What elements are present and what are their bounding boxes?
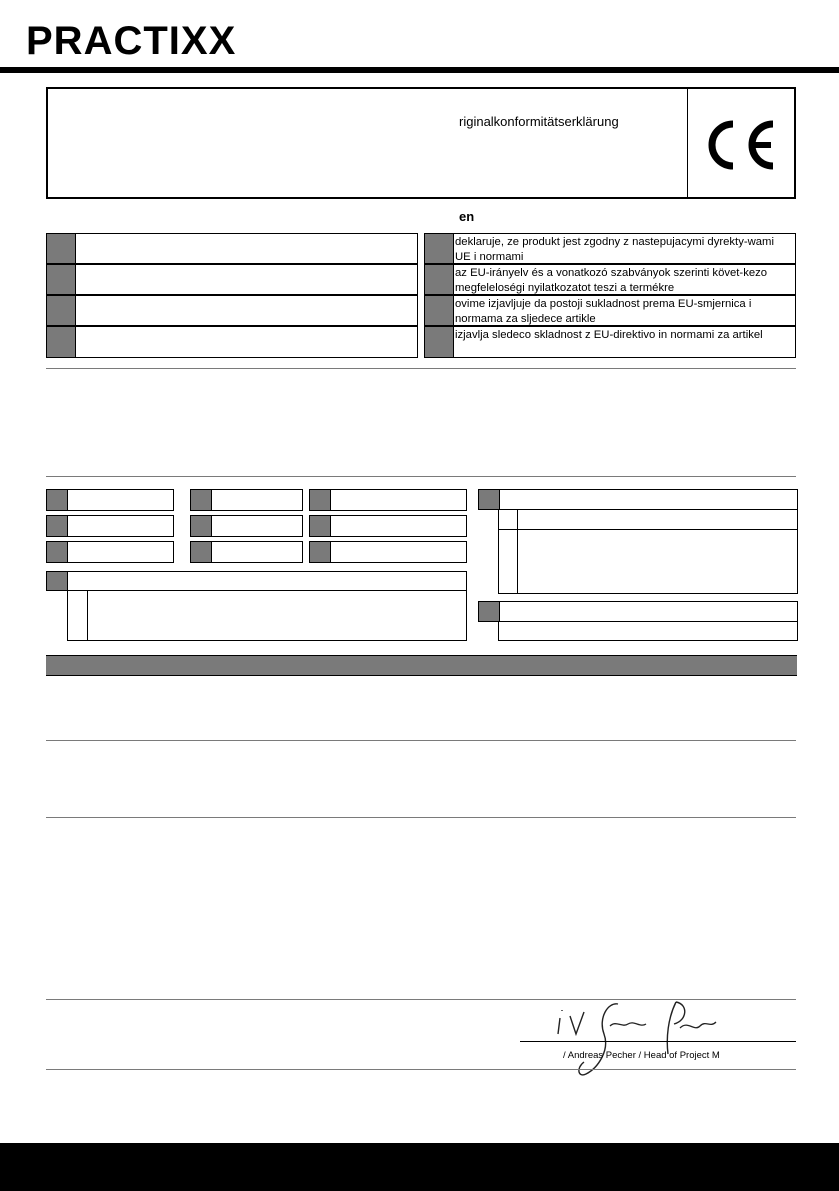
divider xyxy=(46,368,796,369)
indent-marker xyxy=(67,590,88,641)
wide-field-body xyxy=(67,590,467,641)
practixx-logo xyxy=(26,14,288,66)
declaration-text: ovime izjavljuje da postoji sukladnost prema EU-smjernica i normama za sljedece artikle xyxy=(455,298,752,325)
lang-marker xyxy=(47,234,76,263)
lang-marker xyxy=(425,265,454,294)
field-marker xyxy=(191,542,212,562)
signer-name: / Andreas Pecher / Head of Project M xyxy=(563,1050,720,1061)
product-field xyxy=(190,541,303,563)
lang-marker xyxy=(425,234,454,263)
wide-field xyxy=(46,571,467,591)
product-field xyxy=(46,489,174,511)
lang-marker xyxy=(425,327,454,357)
field-marker xyxy=(191,490,212,510)
ce-divider xyxy=(687,87,688,199)
standard-field xyxy=(478,601,798,622)
field-marker xyxy=(47,572,68,590)
product-field xyxy=(309,515,467,537)
product-field xyxy=(46,541,174,563)
header-box xyxy=(46,87,796,199)
lang-row-left xyxy=(46,264,418,295)
signature-line xyxy=(520,1041,796,1042)
field-marker xyxy=(310,516,331,536)
lang-row-right xyxy=(424,326,796,358)
field-marker xyxy=(47,516,68,536)
divider xyxy=(46,1069,796,1070)
field-marker xyxy=(479,602,500,621)
product-field xyxy=(309,541,467,563)
lang-row-right xyxy=(424,264,796,295)
directive-subfield xyxy=(498,529,798,594)
field-marker xyxy=(47,490,68,510)
directive-subfield xyxy=(498,509,798,530)
declaration-text: izjavlja sledeco skladnost z EU-direktivo in normami za artikel xyxy=(455,329,763,341)
lang-row-right xyxy=(424,295,796,326)
product-field xyxy=(190,489,303,511)
declaration-text: deklaruje, ze produkt jest zgodny z nastepujacymi dyrekty-wami UE i normami xyxy=(455,236,774,263)
lang-marker xyxy=(47,296,76,325)
product-field xyxy=(190,515,303,537)
logo-wordmark: PRACTIXX xyxy=(26,19,237,63)
divider xyxy=(46,476,796,477)
product-field xyxy=(309,489,467,511)
indent-marker xyxy=(498,529,518,594)
field-marker xyxy=(191,516,212,536)
field-marker xyxy=(479,490,500,509)
language-label: en xyxy=(459,209,475,224)
lang-row-left xyxy=(46,326,418,358)
directive-field xyxy=(478,489,798,510)
top-rule xyxy=(0,67,839,73)
divider xyxy=(46,740,796,741)
footer-bar xyxy=(0,1143,839,1191)
signature-image xyxy=(548,998,718,1080)
field-marker xyxy=(47,542,68,562)
field-marker xyxy=(310,490,331,510)
lang-row-left xyxy=(46,295,418,326)
ce-mark-icon xyxy=(703,118,779,172)
lang-marker xyxy=(47,327,76,357)
lang-marker xyxy=(47,265,76,294)
product-field xyxy=(46,515,174,537)
divider xyxy=(46,817,796,818)
section-band xyxy=(46,655,797,676)
standard-subfield xyxy=(498,621,798,641)
declaration-text: az EU-irányelv és a vonatkozó szabványok szerinti követ-kezo megfeleloségi nyilatkozatot teszi a termékre xyxy=(455,267,768,294)
indent-marker xyxy=(498,509,518,530)
declaration-title: riginalkonformitätserklärung xyxy=(459,114,619,129)
lang-marker xyxy=(425,296,454,325)
lang-row-left xyxy=(46,233,418,264)
field-marker xyxy=(310,542,331,562)
lang-row-right xyxy=(424,233,796,264)
